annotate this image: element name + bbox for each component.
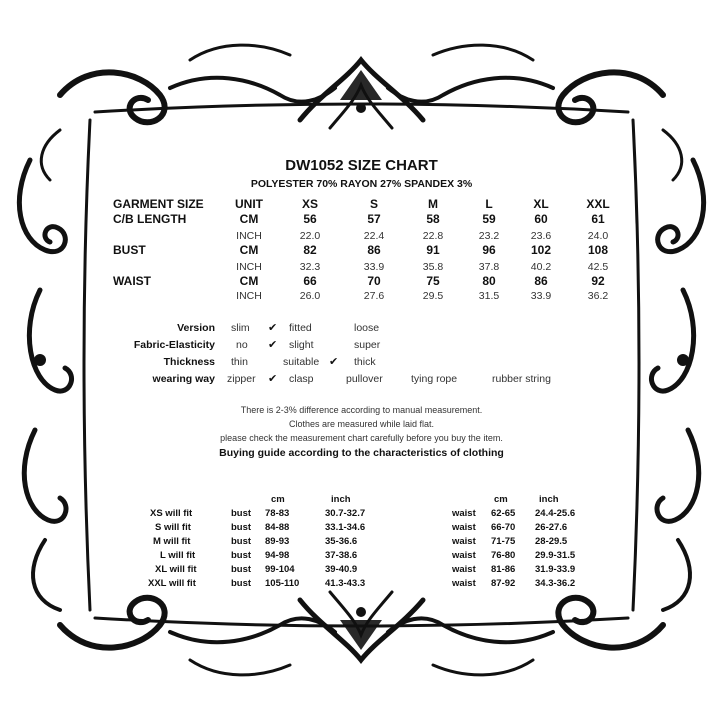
cb-length-cm-m: 58 xyxy=(426,212,440,226)
waist-inch-s: 27.6 xyxy=(363,290,385,302)
guide-size-label: XL will fit xyxy=(155,564,197,575)
attr-option-suitable: suitable xyxy=(283,356,320,368)
unit-cm: CM xyxy=(239,243,259,257)
guide-bust-cm-header: cm xyxy=(271,494,285,505)
waist-cm-xs: 66 xyxy=(303,274,317,288)
guide-waist-label: waist xyxy=(452,508,476,519)
material-composition: POLYESTER 70% RAYON 27% SPANDEX 3% xyxy=(250,178,473,190)
guide-bust-inch: 35-36.6 xyxy=(325,536,358,547)
attr-option-rubber-string: rubber string xyxy=(492,373,551,385)
guide-waist-label: waist xyxy=(452,564,476,575)
waist-inch-l: 31.5 xyxy=(478,290,500,302)
unit-cm: CM xyxy=(239,212,259,226)
guide-waist-cm: 76-80 xyxy=(491,550,516,561)
unit-inch: INCH xyxy=(236,261,262,273)
note-check-chart: please check the measurement chart carefully before you buy the item. xyxy=(220,433,503,443)
cb-length-inch-xxl: 24.0 xyxy=(587,230,609,242)
guide-bust-inch: 33.1-34.6 xyxy=(325,522,366,533)
chart-title: DW1052 SIZE CHART xyxy=(285,157,438,174)
guide-size-label: S will fit xyxy=(155,522,191,533)
header-garment-size: GARMENT SIZE xyxy=(113,197,204,211)
waist-cm-xl: 86 xyxy=(534,274,548,288)
guide-bust-cm: 94-98 xyxy=(265,550,290,561)
attr-option-thick: thick xyxy=(354,356,376,368)
header-size-xs: XS xyxy=(301,197,319,211)
note-laid-flat: Clothes are measured while laid flat. xyxy=(288,419,435,429)
guide-size-label: XS will fit xyxy=(150,508,193,519)
guide-bust-label: bust xyxy=(231,564,252,575)
waist-cm-s: 70 xyxy=(367,274,381,288)
guide-waist-inch: 34.3-36.2 xyxy=(535,578,576,589)
bust-cm-xl: 102 xyxy=(530,243,552,257)
bust-inch-xxl: 42.5 xyxy=(587,261,609,273)
guide-waist-inch: 28-29.5 xyxy=(535,536,568,547)
guide-waist-cm-header: cm xyxy=(494,494,508,505)
guide-bust-label: bust xyxy=(231,508,252,519)
cb-length-inch-l: 23.2 xyxy=(478,230,500,242)
bust-cm-s: 86 xyxy=(367,243,381,257)
guide-bust-inch: 41.3-43.3 xyxy=(325,578,366,589)
unit-inch: INCH xyxy=(236,230,262,242)
attr-option-pullover: pullover xyxy=(346,373,383,385)
guide-bust-label: bust xyxy=(231,522,252,533)
guide-waist-inch: 31.9-33.9 xyxy=(535,564,576,575)
guide-bust-inch: 39-40.9 xyxy=(325,564,358,575)
header-size-xxl: XXL xyxy=(586,197,610,211)
guide-waist-label: waist xyxy=(452,578,476,589)
guide-waist-cm: 71-75 xyxy=(491,536,516,547)
cb-length-inch-s: 22.4 xyxy=(363,230,385,242)
guide-waist-inch: 24.4-25.6 xyxy=(535,508,576,519)
guide-waist-cm: 62-65 xyxy=(491,508,516,519)
waist-cm-xxl: 92 xyxy=(591,274,605,288)
guide-waist-label: waist xyxy=(452,536,476,547)
header-unit: UNIT xyxy=(235,197,263,211)
cb-length-inch-xl: 23.6 xyxy=(530,230,552,242)
cb-length-cm-xxl: 61 xyxy=(591,212,605,226)
guide-bust-cm: 99-104 xyxy=(265,564,295,575)
guide-waist-inch: 29.9-31.5 xyxy=(535,550,576,561)
bust-cm-l: 96 xyxy=(482,243,496,257)
check-icon: ✔ xyxy=(268,322,278,334)
guide-bust-cm: 84-88 xyxy=(265,522,290,533)
guide-waist-cm: 81-86 xyxy=(491,564,516,575)
guide-bust-label: bust xyxy=(231,578,252,589)
guide-waist-cm: 66-70 xyxy=(491,522,516,533)
header-size-l: L xyxy=(485,197,493,211)
bust-cm-xs: 82 xyxy=(303,243,317,257)
bust-cm-m: 91 xyxy=(426,243,440,257)
header-size-m: M xyxy=(428,197,438,211)
buying-guide-title: Buying guide according to the characteristics of clothing xyxy=(219,447,504,459)
attr-label-wearing-way: wearing way xyxy=(152,373,215,385)
guide-waist-label: waist xyxy=(452,522,476,533)
cb-length-inch-xs: 22.0 xyxy=(299,230,321,242)
guide-waist-inch-header: inch xyxy=(539,494,559,505)
guide-waist-cm: 87-92 xyxy=(491,578,516,589)
attr-option-tying-rope: tying rope xyxy=(411,373,458,385)
bust-inch-l: 37.8 xyxy=(478,261,500,273)
bust-inch-xs: 32.3 xyxy=(299,261,321,273)
cb-length-inch-m: 22.8 xyxy=(422,230,444,242)
cb-length-cm-xl: 60 xyxy=(534,212,548,226)
attr-option-fitted: fitted xyxy=(289,322,312,334)
check-icon: ✔ xyxy=(268,339,278,351)
guide-size-label: XXL will fit xyxy=(148,578,196,589)
attr-option-clasp: clasp xyxy=(289,373,314,385)
waist-inch-xxl: 36.2 xyxy=(587,290,609,302)
row-label-waist: WAIST xyxy=(113,274,151,288)
bust-inch-xl: 40.2 xyxy=(530,261,552,273)
waist-inch-xs: 26.0 xyxy=(299,290,321,302)
guide-bust-cm: 105-110 xyxy=(265,578,300,589)
attr-label-fabric-elasticity: Fabric-Elasticity xyxy=(133,339,215,351)
unit-inch: INCH xyxy=(236,290,262,302)
guide-bust-cm: 78-83 xyxy=(265,508,290,519)
check-icon: ✔ xyxy=(329,356,339,368)
waist-inch-xl: 33.9 xyxy=(530,290,552,302)
guide-waist-label: waist xyxy=(452,550,476,561)
attr-label-version: Version xyxy=(177,322,215,334)
waist-inch-m: 29.5 xyxy=(422,290,444,302)
guide-bust-inch: 30.7-32.7 xyxy=(325,508,366,519)
guide-bust-label: bust xyxy=(231,550,252,561)
row-label-cb-length: C/B LENGTH xyxy=(113,212,187,226)
guide-bust-label: bust xyxy=(231,536,252,547)
guide-waist-inch: 26-27.6 xyxy=(535,522,568,533)
header-size-xl: XL xyxy=(533,197,549,211)
cb-length-cm-xs: 56 xyxy=(303,212,317,226)
note-difference: There is 2-3% difference according to manual measurement. xyxy=(240,405,483,415)
attr-option-zipper: zipper xyxy=(227,373,256,385)
waist-cm-m: 75 xyxy=(426,274,440,288)
guide-bust-inch-header: inch xyxy=(331,494,351,505)
cb-length-cm-s: 57 xyxy=(367,212,381,226)
waist-cm-l: 80 xyxy=(482,274,496,288)
bust-inch-s: 33.9 xyxy=(363,261,385,273)
attr-option-slim: slim xyxy=(231,322,250,334)
bust-cm-xxl: 108 xyxy=(587,243,609,257)
guide-size-label: M will fit xyxy=(153,536,191,547)
guide-bust-cm: 89-93 xyxy=(265,536,290,547)
header-size-s: S xyxy=(369,197,379,211)
attr-option-thin: thin xyxy=(231,356,248,368)
bust-inch-m: 35.8 xyxy=(422,261,444,273)
guide-size-label: L will fit xyxy=(160,550,196,561)
check-icon: ✔ xyxy=(268,373,278,385)
attr-option-loose: loose xyxy=(354,322,380,334)
attr-label-thickness: Thickness xyxy=(163,356,215,368)
row-label-bust: BUST xyxy=(113,243,146,257)
attr-option-super: super xyxy=(354,339,381,351)
guide-bust-inch: 37-38.6 xyxy=(325,550,358,561)
unit-cm: CM xyxy=(239,274,259,288)
attr-option-no: no xyxy=(236,339,248,351)
cb-length-cm-l: 59 xyxy=(482,212,496,226)
attr-option-slight: slight xyxy=(289,339,314,351)
